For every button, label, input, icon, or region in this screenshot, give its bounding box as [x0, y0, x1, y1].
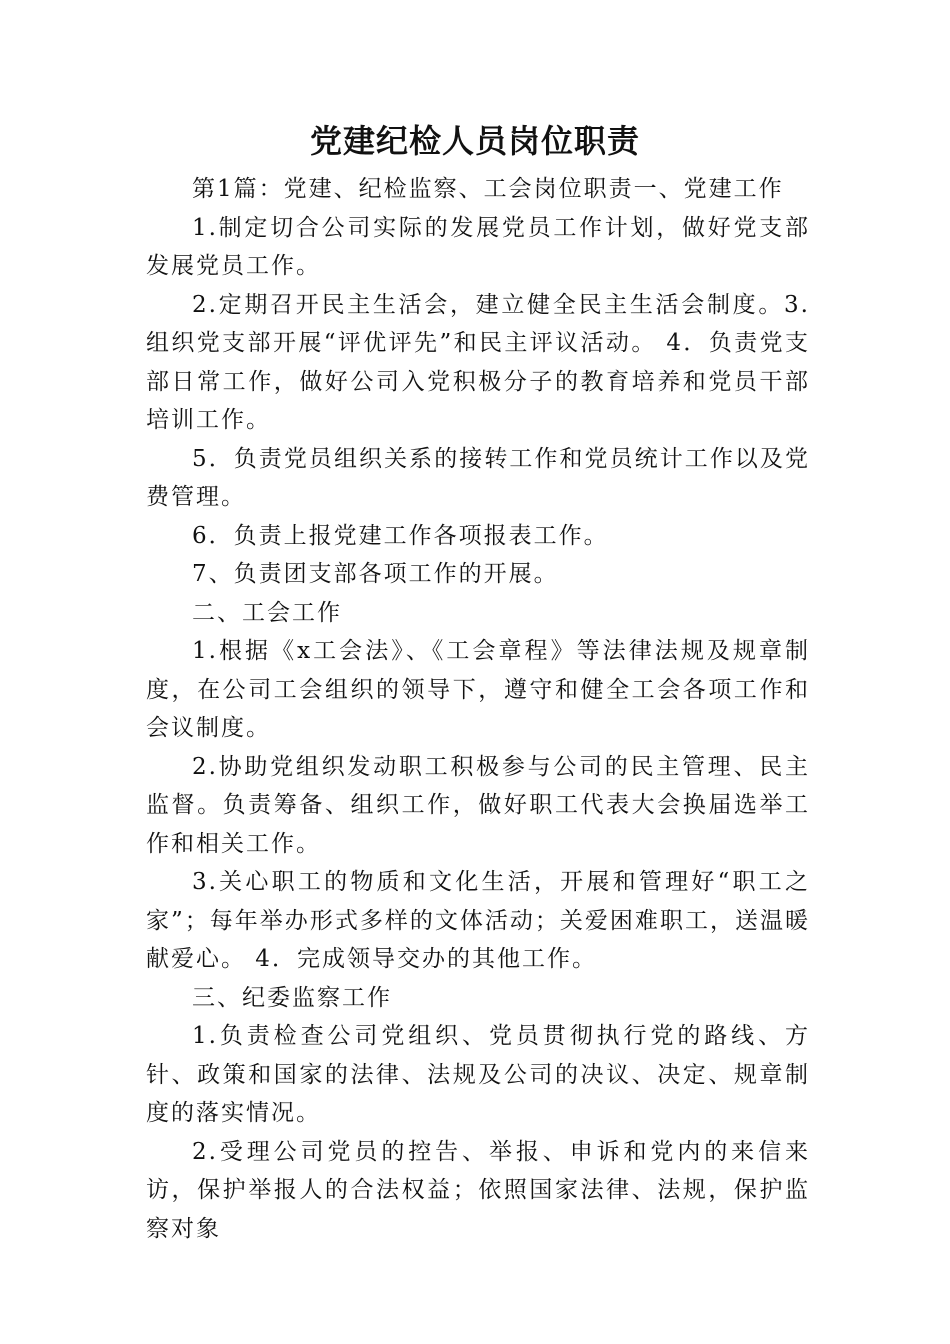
paragraph: 2.协助党组织发动职工积极参与公司的民主管理、民主监督。负责筹备、组织工作，做好职工代表大会换届选举工作和相关工作。 — [146, 753, 810, 857]
paragraph: 第1篇：党建、纪检监察、工会岗位职责一、党建工作 — [192, 176, 784, 202]
paragraph: 1.负责检查公司党组织、党员贯彻执行党的路线、方针、政策和国家的法律、法规及公司的决议、决定、规章制度的落实情况。 — [146, 1023, 810, 1126]
paragraph: 5．负责党员组织关系的接转工作和党员统计工作以及党费管理。 — [146, 445, 810, 510]
paragraph: 6．负责上报党建工作各项报表工作。 — [192, 522, 609, 549]
paragraph: 7、负责团支部各项工作的开展。 — [192, 561, 559, 587]
section-heading: 三、纪委监察工作 — [192, 984, 392, 1011]
paragraph: 1.根据《x工会法》、《工会章程》等法律法规及规章制度，在公司工会组织的领导下，遵守和健全工会各项工作和会议制度。 — [146, 638, 810, 741]
document-title: 党建纪检人员岗位职责 — [309, 122, 640, 160]
paragraph: 3.关心职工的物质和文化生活，开展和管理好“职工之家”；每年举办形式多样的文体活动；关爱困难职工，送温暖献爱心。 4．完成领导交办的其他工作。 — [146, 869, 810, 972]
paragraph: 2.受理公司党员的控告、举报、申诉和党内的来信来访，保护举报人的合法权益；依照国家法律、法规，保护监察对象 — [146, 1138, 810, 1242]
section-heading: 二、工会工作 — [192, 599, 342, 626]
paragraph: 2.定期召开民主生活会，建立健全民主生活会制度。3.组织党支部开展“评优评先”和民主评议活动。 4．负责党支部日常工作，做好公司入党积极分子的教育培养和党员干部培训工作。 — [146, 291, 810, 433]
document-body — [146, 170, 810, 1248]
paragraph: 1.制定切合公司实际的发展党员工作计划，做好党支部发展党员工作。 — [146, 214, 810, 279]
